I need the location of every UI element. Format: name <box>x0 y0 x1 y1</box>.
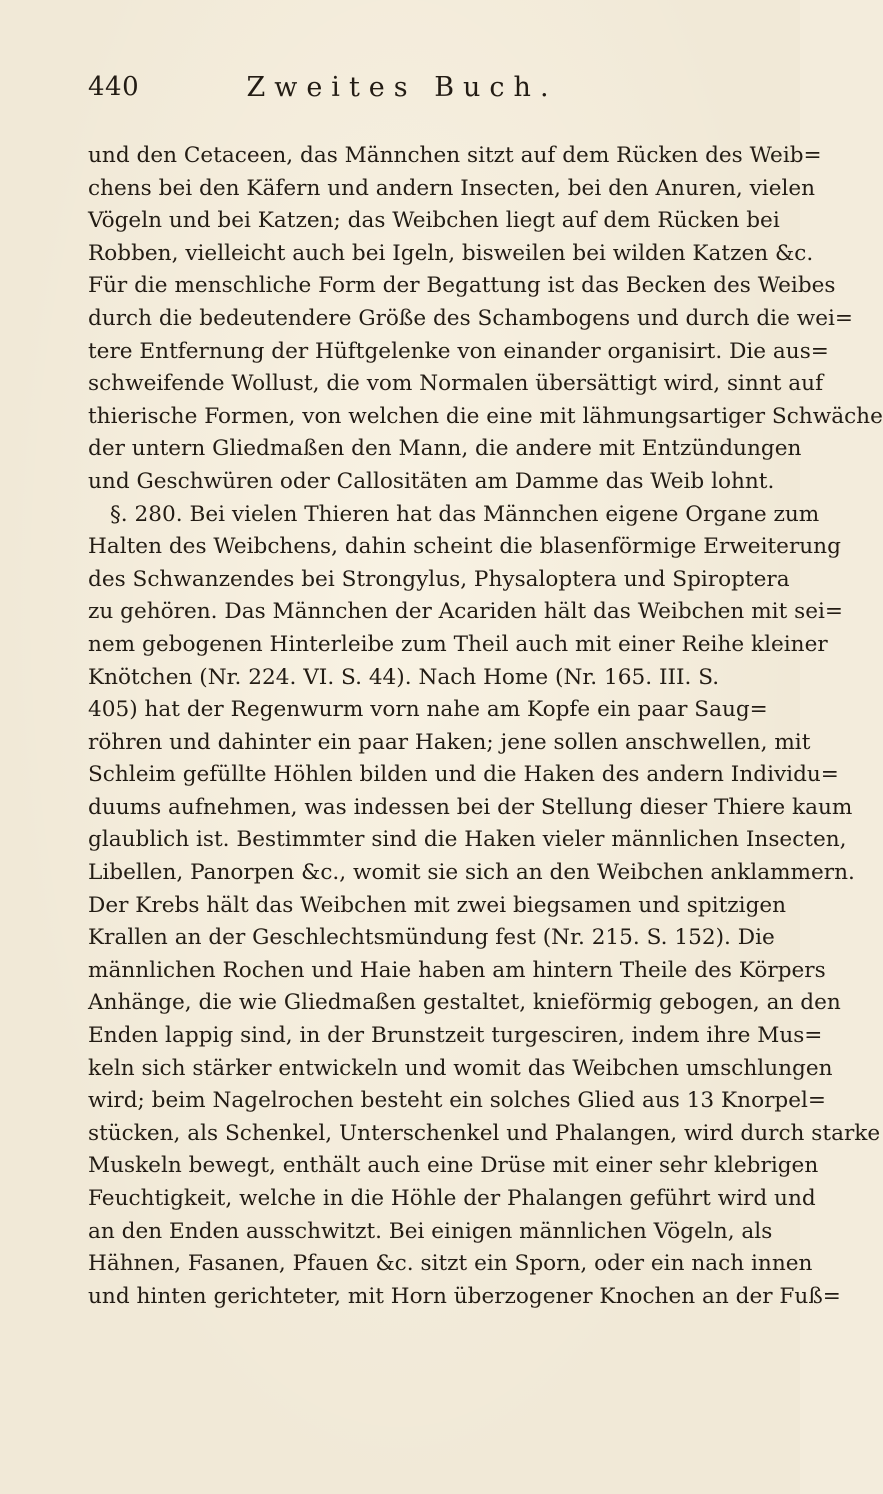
text-line: glaublich ist. Bestimmter sind die Haken vieler männlichen Insecten, <box>88 827 847 853</box>
text-line: Hähnen, Fasanen, Pfauen &c. sitzt ein Sporn, oder ein nach innen <box>88 1251 813 1277</box>
text-line: Knötchen (Nr. 224. VI. S. 44). Nach Home (Nr. 165. III. S. <box>88 664 720 690</box>
text-line: duums aufnehmen, was indessen bei der Stellung dieser Thiere kaum <box>88 794 853 820</box>
text-line: tere Entfernung der Hüftgelenke von einander organisirt. Die aus= <box>88 338 829 364</box>
text-line: männlichen Rochen und Haie haben am hintern Theile des Körpers <box>88 957 826 983</box>
text-line: Halten des Weibchens, dahin scheint die blasenförmige Erweiterung <box>88 534 841 560</box>
page-header <box>88 72 716 116</box>
text-line: nem gebogenen Hinterleibe zum Theil auch mit einer Reihe kleiner <box>88 631 828 657</box>
text-line: 405) hat der Regenwurm vorn nahe am Kopfe ein paar Saug= <box>88 697 768 723</box>
text-line: schweifende Wollust, die vom Normalen übersättigt wird, sinnt auf <box>88 371 824 397</box>
text-line: keln sich stärker entwickeln und womit das Weibchen umschlungen <box>88 1055 833 1081</box>
text-line: Der Krebs hält das Weibchen mit zwei biegsamen und spitzigen <box>88 892 787 918</box>
text-line: Muskeln bewegt, enthält auch eine Drüse mit einer sehr klebrigen <box>88 1153 819 1179</box>
text-line: Krallen an der Geschlechtsmündung fest (Nr. 215. S. 152). Die <box>88 925 775 951</box>
text-line: Schleim gefüllte Höhlen bilden und die Haken des andern Individu= <box>88 762 839 788</box>
text-line: durch die bedeutendere Größe des Schambogens und durch die wei= <box>88 305 853 331</box>
text-line: chens bei den Käfern und andern Insecten, bei den Anuren, vielen <box>88 175 816 201</box>
text-line: Vögeln und bei Katzen; das Weibchen liegt auf dem Rücken bei <box>88 208 780 234</box>
text-line: Feuchtigkeit, welche in die Höhle der Phalangen geführt wird und <box>88 1186 816 1211</box>
page-number: 440 <box>88 72 140 102</box>
section-start-line: §. 280. Bei vielen Thieren hat das Männchen eigene Organe zum <box>110 501 820 527</box>
text-line: des Schwanzendes bei Strongylus, Physaloptera und Spiroptera <box>88 566 790 592</box>
text-line: röhren und dahinter ein paar Haken; jene sollen anschwellen, mit <box>88 729 811 755</box>
text-line: und Geschwüren oder Callositäten am Damme das Weib lohnt. <box>88 468 775 494</box>
text-line: Enden lappig sind, in der Brunstzeit turgesciren, indem ihre Mus= <box>88 1023 823 1049</box>
text-line: an den Enden ausschwitzt. Bei einigen männlichen Vögeln, als <box>88 1218 773 1244</box>
text-line: zu gehören. Das Männchen der Acariden hält das Weibchen mit sei= <box>88 599 843 625</box>
body-text <box>88 140 883 1313</box>
text-line: thierische Formen, von welchen die eine mit lähmungsartiger Schwäche <box>88 403 883 429</box>
text-line: wird; beim Nagelrochen besteht ein solches Glied aus 13 Knorpel= <box>88 1088 826 1114</box>
text-line: und hinten gerichteter, mit Horn überzogener Knochen an der Fuß= <box>88 1283 841 1309</box>
text-line: Libellen, Panorpen &c., womit sie sich an den Weibchen anklammern. <box>88 860 855 886</box>
text-line: Anhänge, die wie Gliedmaßen gestaltet, knieförmig gebogen, an den <box>88 990 841 1016</box>
text-line: Für die menschliche Form der Begattung ist das Becken des Weibes <box>88 273 836 299</box>
text-line: und den Cetaceen, das Männchen sitzt auf dem Rücken des Weib= <box>88 143 822 168</box>
text-line: Robben, vielleicht auch bei Igeln, bisweilen bei wilden Katzen &c. <box>88 240 814 266</box>
running-head: Zweites Buch. <box>246 72 558 103</box>
text-line: der untern Gliedmaßen den Mann, die andere mit Entzündungen <box>88 436 802 462</box>
text-line: stücken, als Schenkel, Unterschenkel und Phalangen, wird durch starke <box>88 1120 881 1146</box>
